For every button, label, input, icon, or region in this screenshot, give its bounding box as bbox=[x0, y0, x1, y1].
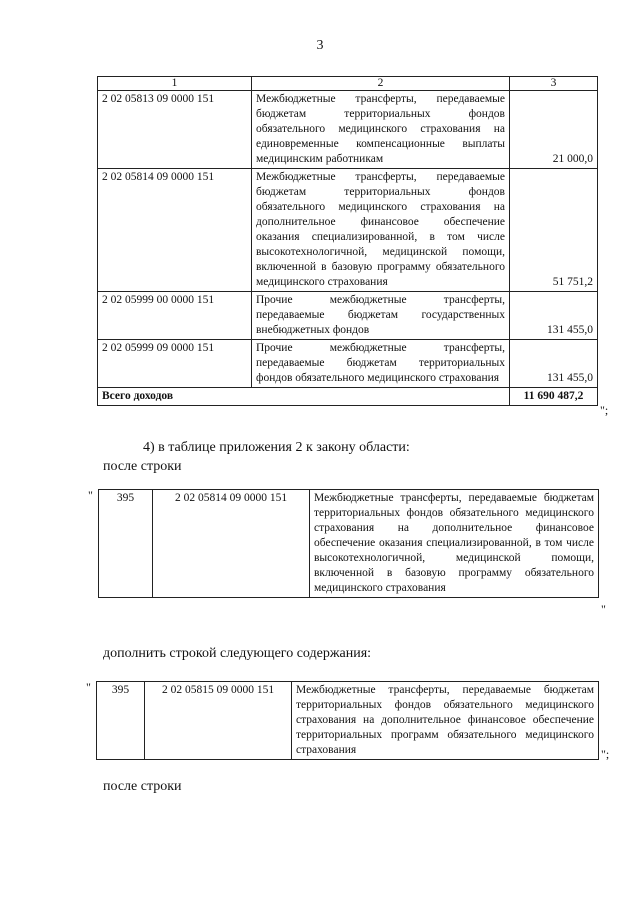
row-description: Межбюджетные трансферты, передаваемые бюджетам территориальных фондов обязательного медицинского страхования на дополнительное финансовое обеспечение оказания специализированной, в том числе высокотехнологичной, медицинской помощи, включенной в базовую программу обязательного медицинского страхования bbox=[310, 490, 599, 598]
row-number: 395 bbox=[97, 682, 145, 760]
table-row bbox=[98, 169, 598, 292]
total-amount: 11 690 487,2 bbox=[510, 388, 598, 406]
table-row bbox=[99, 490, 599, 598]
budget-code: 2 02 05814 09 0000 151 bbox=[153, 490, 310, 598]
page-number: 3 bbox=[316, 38, 324, 53]
table-row bbox=[97, 682, 599, 760]
row-description: Прочие межбюджетные трансферты, передаваемые бюджетам государственных внебюджетных фондов bbox=[252, 292, 510, 340]
instruction-text: после строки bbox=[103, 459, 182, 474]
table-row bbox=[98, 292, 598, 340]
row-amount: 21 000,0 bbox=[510, 91, 598, 169]
instruction-text: после строки bbox=[103, 779, 182, 794]
row-description: Межбюджетные трансферты, передаваемые бюджетам территориальных фондов обязательного медицинского страхования на единовременные компенсационные выплаты медицинским работникам bbox=[252, 91, 510, 169]
opening-quote: " bbox=[86, 680, 91, 694]
instruction-text: дополнить строкой следующего содержания: bbox=[103, 646, 372, 661]
budget-code: 2 02 05999 00 0000 151 bbox=[98, 292, 252, 340]
column-header: 2 bbox=[252, 77, 510, 91]
row-number: 395 bbox=[99, 490, 153, 598]
existing-row-table bbox=[98, 489, 599, 598]
total-row bbox=[98, 388, 598, 406]
total-label: Всего доходов bbox=[98, 388, 510, 406]
amendment-item: 4) в таблице приложения 2 к закону области: bbox=[143, 440, 410, 455]
budget-code: 2 02 05999 09 0000 151 bbox=[98, 340, 252, 388]
row-description: Межбюджетные трансферты, передаваемые бюджетам территориальных фондов обязательного медицинского страхования на дополнительное финансовое обеспечение оказания специализированной, в том числе высокотехнологичной, медицинской помощи, включенной в базовую программу обязательного медицинского страхования bbox=[252, 169, 510, 292]
column-header: 3 bbox=[510, 77, 598, 91]
closing-quote: " bbox=[601, 602, 606, 616]
column-header: 1 bbox=[98, 77, 252, 91]
table-row bbox=[98, 91, 598, 169]
row-amount: 51 751,2 bbox=[510, 169, 598, 292]
closing-quote: "; bbox=[601, 747, 610, 761]
closing-quote: "; bbox=[600, 403, 609, 417]
budget-code: 2 02 05815 09 0000 151 bbox=[145, 682, 292, 760]
opening-quote: " bbox=[88, 488, 93, 502]
row-amount: 131 455,0 bbox=[510, 292, 598, 340]
new-row-table bbox=[96, 681, 599, 760]
table-header-row bbox=[98, 77, 598, 91]
budget-code: 2 02 05814 09 0000 151 bbox=[98, 169, 252, 292]
row-amount: 131 455,0 bbox=[510, 340, 598, 388]
row-description: Межбюджетные трансферты, передаваемые бюджетам территориальных фондов обязательного медицинского страхования на дополнительное финансовое обеспечение территориальных программ обязательного медицинского страхования bbox=[292, 682, 599, 760]
table-row bbox=[98, 340, 598, 388]
row-description: Прочие межбюджетные трансферты, передаваемые бюджетам территориальных фондов обязательного медицинского страхования bbox=[252, 340, 510, 388]
revenue-table bbox=[97, 76, 598, 406]
budget-code: 2 02 05813 09 0000 151 bbox=[98, 91, 252, 169]
